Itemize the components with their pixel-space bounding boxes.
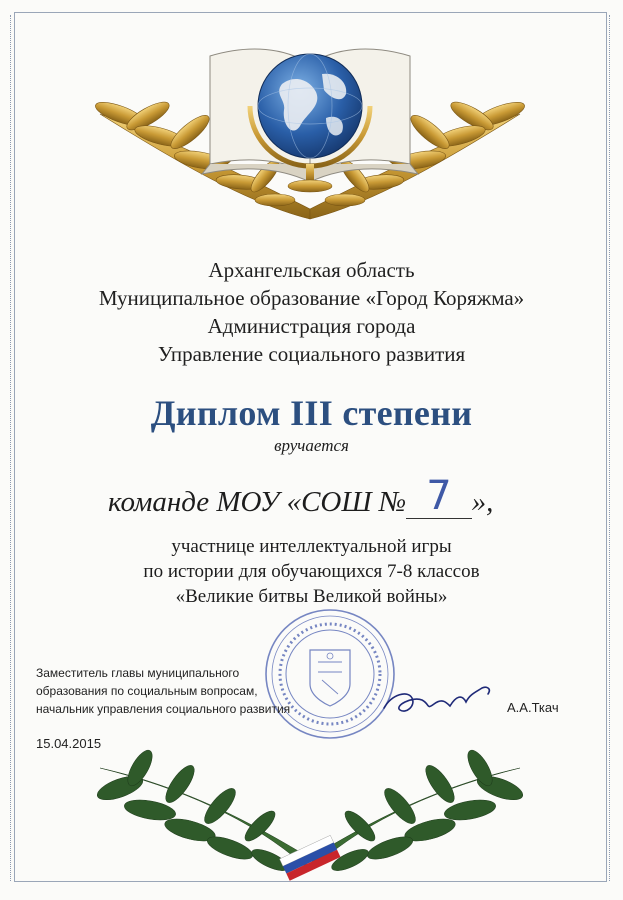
diploma-subtitle: вручается [274,436,349,455]
recipient-suffix: », [471,486,494,518]
signatory-position [36,664,290,718]
handwritten-signature-icon [378,674,498,722]
header-municipality: Муниципальное образование «Город Коряжма» [98,286,525,310]
issue-date: 15.04.2015 [36,736,102,751]
signatory-position-line-2: образования по социальным вопросам, [36,684,258,698]
diploma-title: Диплом III степени [150,393,473,433]
header-region: Архангельская область [208,258,415,282]
recipient-prefix: команде МОУ «СОШ № [108,486,407,518]
signatory-name: А.А.Ткач [507,700,559,715]
description-line-1: участнице интеллектуальной игры [171,536,452,557]
signatory-position-line-1: Заместитель главы муниципального [36,666,240,680]
recipient-number: 7 [426,473,452,519]
book-globe-emblem-icon [60,14,560,234]
signatory-position-line-3: начальник управления социального развития [36,702,291,716]
header-administration: Администрация города [207,314,416,338]
description-line-2: по истории для обучающихся 7-8 классов [143,561,480,582]
header-department: Управление социального развития [157,342,466,366]
recipient-line [108,473,494,519]
green-laurel-icon [70,748,550,888]
description-line-3: «Великие битвы Великой войны» [175,586,448,607]
recipient-number-field [406,473,471,519]
